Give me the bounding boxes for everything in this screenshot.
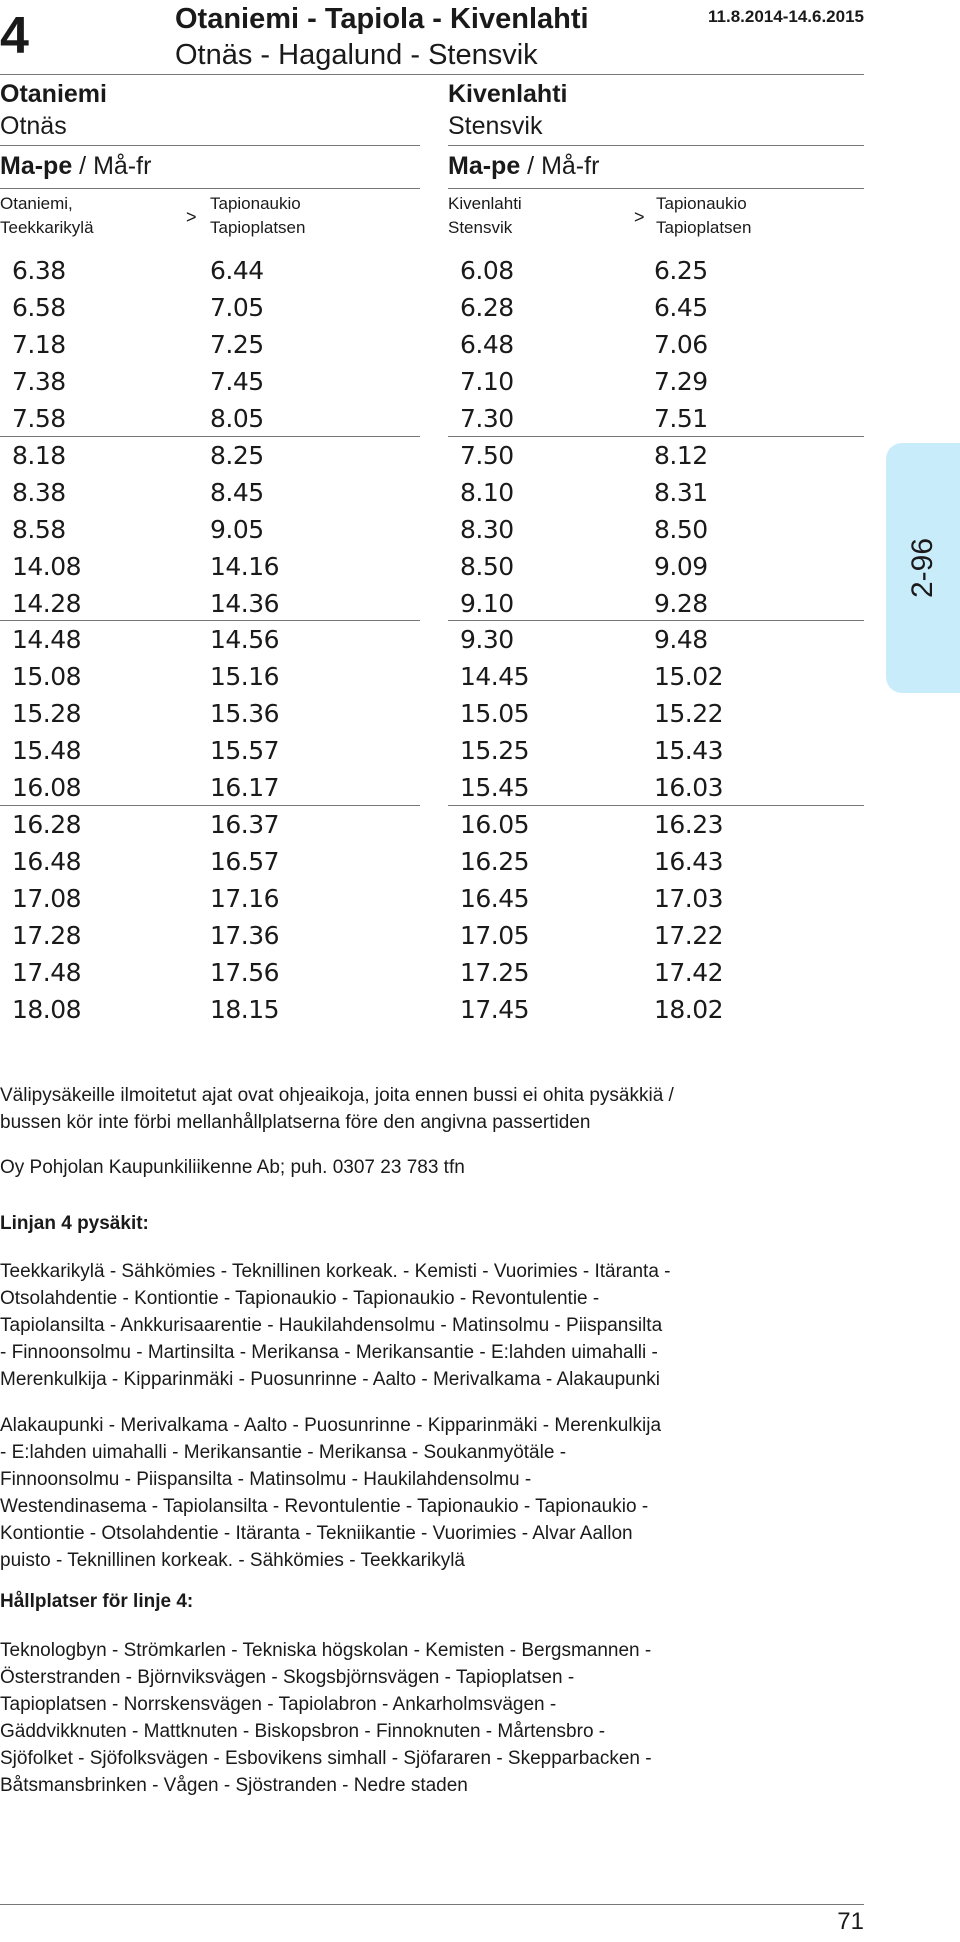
departure-time: 7.10 — [460, 367, 514, 396]
departure-time: 8.10 — [460, 477, 514, 507]
direction-1-days — [0, 150, 151, 182]
stop-name-fi: Otaniemi, — [0, 194, 73, 213]
arrival-time: 8.45 — [210, 477, 264, 507]
timetable-row — [0, 658, 420, 695]
arrival-time: 7.51 — [654, 404, 708, 433]
departure-time: 9.30 — [460, 625, 514, 654]
arrival-time: 17.16 — [210, 883, 280, 913]
arrival-time: 17.36 — [210, 920, 280, 950]
timetable-row — [448, 585, 864, 622]
stop-list-line: Gäddvikknuten - Mattknuten - Biskopsbron - Finnoknuten - Mårtensbro - — [0, 1721, 606, 1742]
departure-time: 14.28 — [12, 588, 82, 618]
timetable-row — [448, 400, 864, 437]
footer-divider — [0, 1904, 864, 1905]
arrival-time: 8.31 — [654, 477, 708, 507]
arrival-time: 9.09 — [654, 551, 708, 581]
direction-2-divider — [448, 145, 864, 146]
departure-time: 15.45 — [460, 773, 530, 802]
timetable-row — [448, 621, 864, 658]
timetable-row — [0, 806, 420, 843]
timetable-row — [0, 585, 420, 622]
stop-list-line: Båtsmansbrinken - Vågen - Sjöstranden - Nedre staden — [0, 1775, 468, 1796]
direction-1-timetable — [0, 252, 420, 1028]
arrival-time: 9.48 — [654, 625, 708, 654]
timetable-row — [448, 289, 864, 326]
arrival-time: 16.57 — [210, 846, 280, 876]
direction-2-days-divider — [448, 188, 864, 189]
stops-fi-direction-1 — [0, 1258, 870, 1393]
arrival-time: 17.22 — [654, 920, 724, 950]
timetable-row — [0, 991, 420, 1028]
days-sv: Må-fr — [541, 152, 600, 180]
arrival-time: 14.36 — [210, 588, 280, 618]
direction-1-stop-1 — [0, 192, 94, 240]
departure-time: 6.48 — [460, 330, 514, 359]
arrival-time: 15.22 — [654, 699, 724, 728]
timetable-row — [448, 548, 864, 585]
departure-time: 15.28 — [12, 699, 82, 728]
timetable-row — [448, 991, 864, 1028]
page-number: 71 — [837, 1908, 864, 1935]
timetable-row — [0, 732, 420, 769]
timetable-row — [448, 806, 864, 843]
timetable-row — [0, 326, 420, 363]
stop-name-sv: Teekkarikylä — [0, 218, 94, 237]
direction-2-stop-1 — [448, 192, 522, 240]
line-number: 4 — [0, 7, 29, 65]
arrival-time: 7.05 — [210, 293, 264, 322]
departure-time: 7.58 — [12, 404, 66, 433]
departure-time: 18.08 — [12, 994, 82, 1024]
direction-1-from-fi: Otaniemi — [0, 80, 107, 108]
stops-fi-direction-2 — [0, 1412, 870, 1574]
departure-time: 16.28 — [12, 809, 82, 839]
timetable-row — [0, 843, 420, 880]
timetable-row — [0, 954, 420, 991]
direction-1-arrow: > — [186, 207, 197, 227]
departure-time: 6.08 — [460, 256, 514, 285]
stop-name-fi: Kivenlahti — [448, 194, 522, 213]
operator-info: Oy Pohjolan Kaupunkiliikenne Ab; puh. 0307 23 783 tfn — [0, 1157, 465, 1178]
direction-1-stop-2 — [210, 192, 305, 240]
departure-time: 17.05 — [460, 920, 530, 950]
arrival-time: 6.44 — [210, 256, 264, 285]
timetable-row — [0, 437, 420, 474]
stop-list-line: Alakaupunki - Merivalkama - Aalto - Puosunrinne - Kipparinmäki - Merenkulkija — [0, 1415, 662, 1436]
stop-list-line: Teekkarikylä - Sähkömies - Teknillinen korkeak. - Kemisti - Vuorimies - Itäranta - — [0, 1261, 671, 1282]
timetable-row — [448, 917, 864, 954]
departure-time: 6.28 — [460, 293, 514, 322]
direction-2-stop-2 — [656, 192, 751, 240]
stop-name-sv: Stensvik — [448, 218, 513, 237]
timetable-row — [0, 880, 420, 917]
timetable-row — [0, 511, 420, 548]
stop-name-sv: Tapioplatsen — [656, 218, 752, 237]
route-range-tab — [886, 443, 960, 693]
timing-note-sv: bussen kör inte förbi mellanhållplatserna före den angivna passertiden — [0, 1112, 591, 1133]
departure-time: 7.50 — [460, 440, 514, 470]
departure-time: 15.25 — [460, 736, 530, 765]
direction-2-arrow: > — [634, 207, 645, 227]
timetable-row — [0, 695, 420, 732]
arrival-time: 18.02 — [654, 994, 724, 1024]
arrival-time: 17.56 — [210, 957, 280, 987]
route-title-sv: Otnäs - Hagalund - Stensvik — [175, 39, 538, 71]
days-fi: Ma-pe — [0, 152, 73, 180]
timetable-row — [0, 289, 420, 326]
departure-time: 7.38 — [12, 367, 66, 396]
arrival-time: 15.36 — [210, 699, 280, 728]
direction-2-from-fi: Kivenlahti — [448, 80, 568, 108]
timetable-row — [0, 769, 420, 806]
stop-name-sv: Tapioplatsen — [210, 218, 306, 237]
departure-time: 14.45 — [460, 662, 530, 691]
departure-time: 14.08 — [12, 551, 82, 581]
arrival-time: 8.50 — [654, 514, 708, 544]
departure-time: 8.18 — [12, 440, 66, 470]
arrival-time: 6.25 — [654, 256, 708, 285]
departure-time: 9.10 — [460, 588, 514, 618]
stop-list-line: - E:lahden uimahalli - Merikansantie - Merikansa - Soukanmyötäle - — [0, 1442, 567, 1463]
departure-time: 6.38 — [12, 256, 66, 285]
timetable-row — [448, 880, 864, 917]
departure-time: 8.50 — [460, 551, 514, 581]
departure-time: 16.45 — [460, 883, 530, 913]
timetable-row — [448, 437, 864, 474]
timetable-row — [448, 252, 864, 289]
departure-time: 14.48 — [12, 625, 82, 654]
timetable-row — [0, 548, 420, 585]
direction-2-days — [448, 150, 599, 182]
timetable-row — [448, 769, 864, 806]
stop-list-line: Finnoonsolmu - Piispansilta - Matinsolmu - Haukilahdensolmu - — [0, 1469, 532, 1490]
arrival-time: 7.29 — [654, 367, 708, 396]
header-divider — [0, 74, 864, 75]
arrival-time: 18.15 — [210, 994, 280, 1024]
arrival-time: 16.23 — [654, 809, 724, 839]
stop-list-line: Merenkulkija - Kipparinmäki - Puosunrinne - Aalto - Merivalkama - Alakaupunki — [0, 1369, 661, 1390]
departure-time: 17.08 — [12, 883, 82, 913]
departure-time: 15.48 — [12, 736, 82, 765]
departure-time: 7.18 — [12, 330, 66, 359]
timetable-row — [448, 695, 864, 732]
direction-1-heading — [0, 78, 107, 142]
departure-time: 16.08 — [12, 773, 82, 802]
direction-1-from-sv: Otnäs — [0, 112, 67, 140]
departure-time: 6.58 — [12, 293, 66, 322]
departure-time: 17.28 — [12, 920, 82, 950]
departure-time: 16.48 — [12, 846, 82, 876]
stops-sv-list — [0, 1637, 870, 1799]
timetable-row — [448, 511, 864, 548]
stop-list-line: Tapioplatsen - Norrskensvägen - Tapiolabron - Ankarholmsvägen - — [0, 1694, 557, 1715]
arrival-time: 16.43 — [654, 846, 724, 876]
departure-time: 8.30 — [460, 514, 514, 544]
days-sv: Må-fr — [93, 152, 152, 180]
arrival-time: 8.25 — [210, 440, 264, 470]
stop-name-fi: Tapionaukio — [656, 194, 747, 213]
arrival-time: 16.17 — [210, 773, 280, 802]
arrival-time: 15.43 — [654, 736, 724, 765]
stops-fi-heading: Linjan 4 pysäkit: — [0, 1213, 149, 1234]
arrival-time: 16.03 — [654, 773, 724, 802]
arrival-time: 8.12 — [654, 440, 708, 470]
stop-list-line: Kontiontie - Otsolahdentie - Itäranta - Tekniikantie - Vuorimies - Alvar Aallon — [0, 1523, 633, 1544]
days-sep: / — [72, 152, 94, 180]
departure-time: 15.05 — [460, 699, 530, 728]
stops-sv-heading: Hållplatser för linje 4: — [0, 1591, 194, 1612]
stop-list-line: Sjöfolket - Sjöfolksvägen - Esbovikens simhall - Sjöfararen - Skepparbacken - — [0, 1748, 652, 1769]
arrival-time: 17.03 — [654, 883, 724, 913]
arrival-time: 7.06 — [654, 330, 708, 359]
stop-name-fi: Tapionaukio — [210, 194, 301, 213]
timetable-row — [0, 363, 420, 400]
arrival-time: 7.45 — [210, 367, 264, 396]
timetable-row — [448, 843, 864, 880]
days-sep: / — [520, 152, 542, 180]
arrival-time: 15.57 — [210, 736, 280, 765]
arrival-time: 9.28 — [654, 588, 708, 618]
departure-time: 17.48 — [12, 957, 82, 987]
arrival-time: 6.45 — [654, 293, 708, 322]
direction-2-heading — [448, 78, 567, 142]
arrival-time: 16.37 — [210, 809, 280, 839]
departure-time: 16.05 — [460, 809, 530, 839]
direction-2-from-sv: Stensvik — [448, 112, 543, 140]
timetable-row — [448, 474, 864, 511]
arrival-time: 7.25 — [210, 330, 264, 359]
timetable-row — [0, 252, 420, 289]
days-fi: Ma-pe — [448, 152, 521, 180]
stop-list-line: puisto - Teknillinen korkeak. - Sähkömies - Teekkarikylä — [0, 1550, 465, 1571]
direction-1-divider — [0, 145, 420, 146]
timetable-row — [448, 363, 864, 400]
direction-1-days-divider — [0, 188, 420, 189]
direction-2-timetable — [448, 252, 864, 1028]
validity-period: 11.8.2014-14.6.2015 — [708, 7, 864, 26]
timetable-row — [448, 326, 864, 363]
timetable-row — [0, 400, 420, 437]
departure-time: 8.38 — [12, 477, 66, 507]
timetable-row — [448, 658, 864, 695]
stop-list-line: Westendinasema - Tapiolansilta - Revontulentie - Tapionaukio - Tapionaukio - — [0, 1496, 649, 1517]
route-range-label: 2-96 — [906, 537, 939, 599]
arrival-time: 14.16 — [210, 551, 280, 581]
departure-time: 15.08 — [12, 662, 82, 691]
arrival-time: 15.16 — [210, 662, 280, 691]
timetable-row — [0, 917, 420, 954]
departure-time: 7.30 — [460, 404, 514, 433]
route-title-fi: Otaniemi - Tapiola - Kivenlahti — [175, 3, 589, 35]
departure-time: 16.25 — [460, 846, 530, 876]
stop-list-line: Tapiolansilta - Ankkurisaarentie - Haukilahdensolmu - Matinsolmu - Piispansilta — [0, 1315, 663, 1336]
departure-time: 17.25 — [460, 957, 530, 987]
timetable-row — [0, 474, 420, 511]
timetable-row — [448, 732, 864, 769]
departure-time: 8.58 — [12, 514, 66, 544]
stop-list-line: Otsolahdentie - Kontiontie - Tapionaukio - Tapionaukio - Revontulentie - — [0, 1288, 600, 1309]
arrival-time: 15.02 — [654, 662, 724, 691]
timing-note — [0, 1082, 870, 1136]
arrival-time: 8.05 — [210, 404, 264, 433]
arrival-time: 17.42 — [654, 957, 724, 987]
arrival-time: 9.05 — [210, 514, 264, 544]
timetable-row — [448, 954, 864, 991]
timetable-row — [0, 621, 420, 658]
stop-list-line: Österstranden - Björnviksvägen - Skogsbjörnsvägen - Tapioplatsen - — [0, 1667, 575, 1688]
timing-note-fi: Välipysäkeille ilmoitetut ajat ovat ohjeaikoja, joita ennen bussi ei ohita pysäkkiä / — [0, 1085, 674, 1106]
stop-list-line: - Finnoonsolmu - Martinsilta - Merikansa - Merikansantie - E:lahden uimahalli - — [0, 1342, 658, 1363]
departure-time: 17.45 — [460, 994, 530, 1024]
arrival-time: 14.56 — [210, 625, 280, 654]
stop-list-line: Teknologbyn - Strömkarlen - Tekniska högskolan - Kemisten - Bergsmannen - — [0, 1640, 652, 1661]
